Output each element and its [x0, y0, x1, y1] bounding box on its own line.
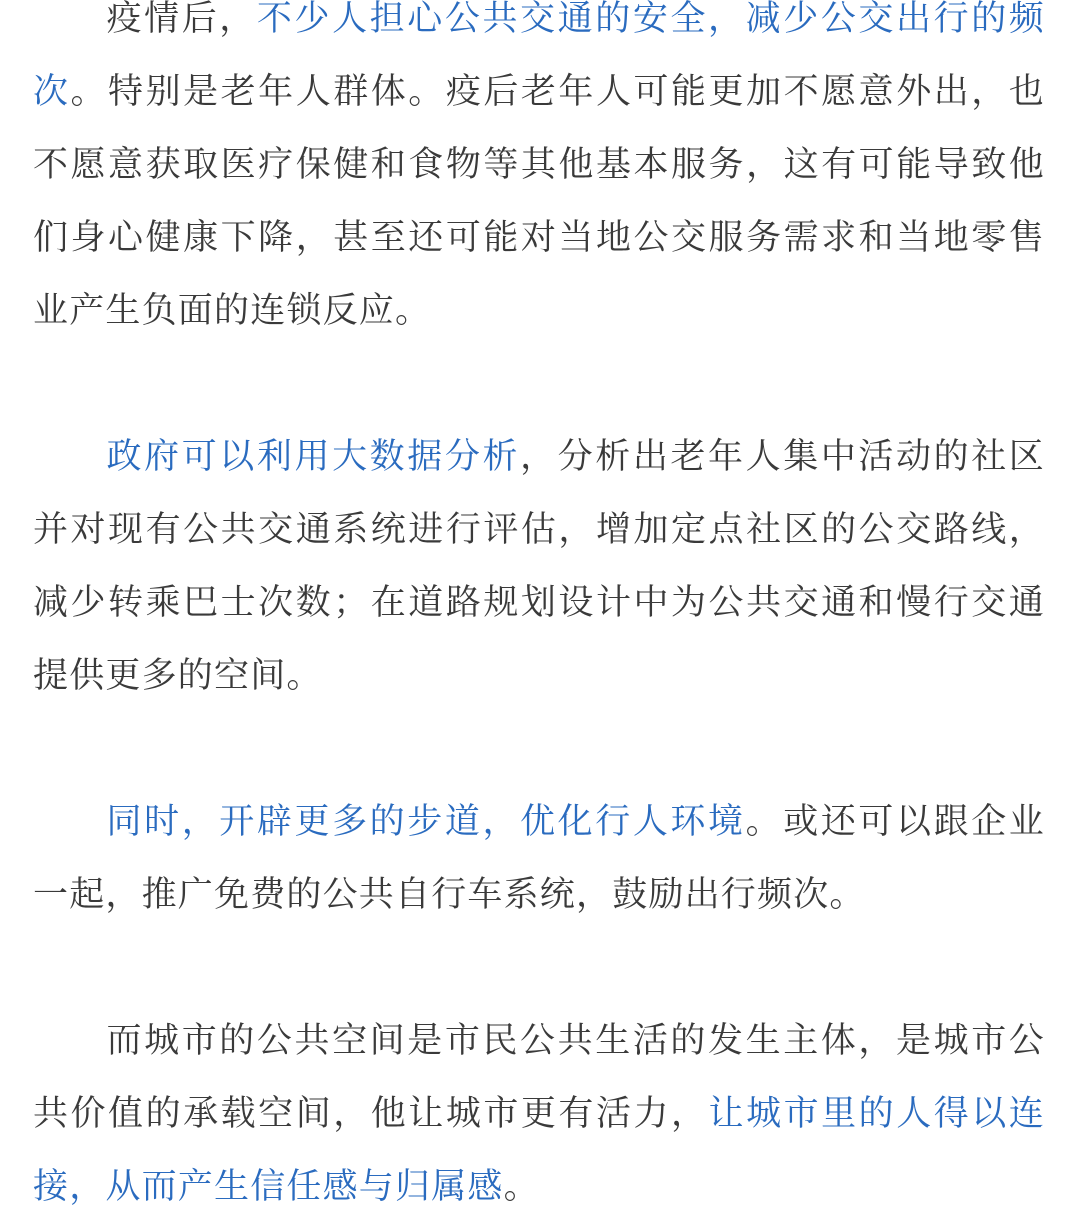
paragraph-4-text: 而城市的公共空间是市民公共生活的发生主体，是城市公共价值的承载空间，他让城市更有活力，: [33, 1021, 1045, 1134]
paragraph-1-text: 疫情后，: [106, 0, 257, 39]
paragraph-3: [33, 786, 1045, 932]
paragraph-4-highlight: 让城市里的人得以连接，从而产生信任感与归属感: [33, 1094, 1045, 1207]
paragraph-2: [33, 421, 1045, 713]
paragraph-1-highlight: 不少人担心公共交通的安全，减少公交出行的频次: [33, 0, 1045, 112]
paragraph-2-text: ，分析出老年人集中活动的社区并对现有公共交通系统进行评估，增加定点社区的公交路线，减少转乘巴士次数；在道路规划设计中为公共交通和慢行交通提供更多的空间。: [33, 437, 1046, 696]
paragraph-3-highlight: 同时，开辟更多的步道，优化行人环境: [106, 802, 746, 842]
paragraph-2-highlight: 政府可以利用大数据分析: [106, 437, 521, 477]
paragraph-4: [33, 1005, 1045, 1224]
paragraph-4-text: 。: [503, 1167, 540, 1207]
paragraph-1-text: 。特别是老年人群体。疫后老年人可能更加不愿意外出，也不愿意获取医疗保健和食物等其他基本服务，这有可能导致他们身心健康下降，甚至还可能对当地公交服务需求和当地零售业产生负面的连锁反应。: [33, 72, 1045, 331]
paragraph-1: [33, 0, 1045, 348]
article-body: [33, 0, 1045, 1224]
paragraph-3-text: 。或还可以跟企业一起，推广免费的公共自行车系统，鼓励出行频次。: [33, 802, 1045, 915]
